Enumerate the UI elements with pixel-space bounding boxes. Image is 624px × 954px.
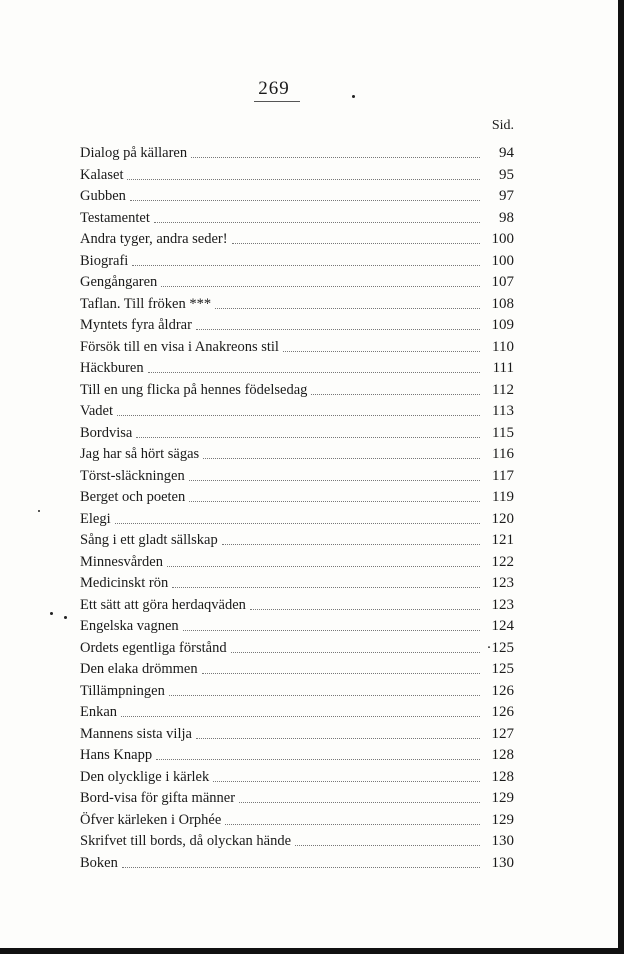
toc-entry	[80, 423, 514, 445]
dot-leader	[203, 458, 480, 459]
toc-entry-title: Bordvisa	[80, 424, 133, 441]
toc-entry-title: Jag har så hört sägas	[80, 446, 200, 462]
dot-leader	[130, 200, 480, 201]
toc-entry	[80, 616, 514, 638]
toc-entry-title: Gubben	[80, 188, 126, 204]
dot-leader	[154, 222, 480, 223]
dot-leader	[189, 501, 480, 502]
toc-entry-page: 115	[492, 424, 514, 441]
toc-entry-title: Elegi	[80, 510, 111, 527]
toc-entry-page: 126	[491, 682, 514, 699]
toc-entry	[80, 788, 514, 810]
toc-entry-page: 129	[491, 811, 514, 828]
toc-entry	[80, 724, 514, 746]
toc-entry-page: 110	[492, 338, 514, 355]
dot-leader	[239, 802, 480, 803]
dot-leader	[121, 716, 480, 717]
toc-entry-title: Dialog på källaren	[80, 145, 188, 161]
toc-entry	[80, 853, 514, 875]
toc-entry-title: Vadet	[80, 403, 114, 419]
toc-entry-title: Törst-släckningen	[80, 467, 185, 484]
toc-entry	[80, 702, 514, 724]
ink-speck	[38, 510, 40, 512]
toc-entry-title: Andra tyger, andra seder!	[80, 231, 228, 247]
toc-entry	[80, 595, 514, 617]
toc-entry	[80, 767, 514, 789]
toc-entry-page: 98	[499, 209, 514, 226]
toc-entry-title: Boken	[80, 854, 118, 871]
toc-entry	[80, 315, 514, 337]
toc-entry	[80, 638, 514, 660]
toc-entry-title: Skrifvet till bords, då olyckan hände	[80, 833, 292, 849]
dot-leader	[148, 372, 480, 373]
dot-leader	[222, 544, 480, 545]
toc-entry-title: Öfver kärleken i Orphée	[80, 811, 222, 828]
dot-leader	[127, 179, 480, 180]
toc-entry-page: 94	[499, 145, 514, 161]
dot-leader	[231, 652, 480, 653]
toc-entry	[80, 831, 514, 853]
toc-entry-title: Mannens sista vilja	[80, 725, 192, 742]
toc-entry	[80, 487, 514, 509]
toc-entry-page: 128	[491, 768, 514, 785]
toc-entry	[80, 229, 514, 251]
toc-entry-page: 121	[491, 532, 514, 548]
toc-entry-page: 130	[491, 854, 514, 871]
toc-entry-title: Medicinskt rön	[80, 575, 169, 591]
toc-entry	[80, 272, 514, 294]
table-of-contents	[80, 143, 514, 874]
page-column-header: Sid.	[491, 118, 514, 133]
toc-entry	[80, 401, 514, 423]
toc-entry-title: Bord-visa för gifta männer	[80, 790, 236, 806]
toc-entry-title: Engelska vagnen	[80, 618, 179, 634]
toc-entry	[80, 810, 514, 832]
dot-leader	[202, 673, 480, 674]
toc-entry-page: 97	[499, 188, 514, 204]
toc-entry	[80, 294, 514, 316]
dot-leader	[172, 587, 480, 588]
dot-leader	[311, 394, 480, 395]
toc-entry-title: Enkan	[80, 704, 118, 720]
ink-speck	[352, 95, 355, 98]
toc-entry-page: 113	[492, 403, 514, 419]
toc-entry-page: 112	[492, 381, 514, 398]
toc-entry	[80, 143, 514, 165]
toc-entry-title: Taflan. Till fröken ***	[80, 295, 212, 312]
toc-entry	[80, 208, 514, 230]
toc-entry-title: Minnesvården	[80, 553, 163, 570]
toc-entry-page: 95	[499, 166, 514, 183]
toc-entry-title: Berget och poeten	[80, 489, 186, 505]
dot-leader	[295, 845, 480, 846]
toc-entry-page: 123	[491, 596, 514, 613]
toc-entry-title: Biografi	[80, 252, 129, 269]
toc-entry-page: 122	[491, 553, 514, 570]
toc-entry-page: 128	[491, 747, 514, 763]
dot-leader	[250, 609, 480, 610]
toc-entry-title: Den elaka drömmen	[80, 661, 198, 677]
toc-entry	[80, 358, 514, 380]
ink-speck	[64, 616, 67, 619]
dot-leader	[117, 415, 480, 416]
toc-entry-page: 125	[491, 661, 514, 677]
dot-leader	[161, 286, 480, 287]
toc-entry-title: Myntets fyra åldrar	[80, 317, 192, 333]
page-edge-bottom	[0, 948, 624, 954]
toc-entry	[80, 659, 514, 681]
dot-leader	[191, 157, 480, 158]
page-edge-right	[618, 0, 624, 954]
toc-entry-page: 119	[492, 489, 514, 505]
toc-entry	[80, 509, 514, 531]
toc-entry-page: 123	[491, 575, 514, 591]
toc-entry	[80, 681, 514, 703]
toc-entry	[80, 186, 514, 208]
dot-leader	[136, 437, 480, 438]
dot-leader	[196, 329, 480, 330]
dot-leader	[132, 265, 480, 266]
toc-entry-title: Testamentet	[80, 209, 150, 226]
dot-leader	[122, 867, 480, 868]
dot-leader	[225, 824, 480, 825]
dot-leader	[196, 738, 480, 739]
dot-leader	[156, 759, 480, 760]
toc-entry	[80, 444, 514, 466]
dot-leader	[213, 781, 480, 782]
dot-leader	[215, 308, 480, 309]
toc-entry-page: 100	[491, 231, 514, 247]
dot-leader	[169, 695, 480, 696]
toc-entry-page: 109	[491, 317, 514, 333]
toc-entry-page: 127	[491, 725, 514, 742]
page-number-rule	[254, 101, 300, 102]
toc-entry-title: Häckburen	[80, 360, 144, 376]
toc-entry-page: 108	[491, 295, 514, 312]
toc-entry	[80, 337, 514, 359]
toc-entry	[80, 380, 514, 402]
toc-entry-page: 117	[492, 467, 514, 484]
toc-entry	[80, 251, 514, 273]
toc-entry-title: Sång i ett gladt sällskap	[80, 532, 218, 548]
toc-entry-page: 130	[491, 833, 514, 849]
page-number: 269	[258, 78, 290, 99]
toc-entry-title: Den olycklige i kärlek	[80, 768, 210, 785]
toc-entry-page: 124	[491, 618, 514, 634]
dot-leader	[183, 630, 480, 631]
toc-entry-page: 120	[491, 510, 514, 527]
toc-entry-title: Ordets egentliga förstånd	[80, 639, 227, 656]
dot-leader	[167, 566, 480, 567]
toc-entry-title: Gengångaren	[80, 274, 158, 290]
ink-speck	[50, 612, 53, 615]
toc-entry	[80, 466, 514, 488]
toc-entry-title: Ett sätt att göra herdaqväden	[80, 596, 246, 613]
dot-leader	[232, 243, 480, 244]
toc-entry-page: 111	[492, 360, 514, 376]
toc-entry-title: Hans Knapp	[80, 747, 153, 763]
toc-entry-page: 100	[491, 252, 514, 269]
dot-leader	[283, 351, 480, 352]
toc-entry-title: Kalaset	[80, 166, 124, 183]
toc-entry-title: Tillämpningen	[80, 682, 165, 699]
toc-entry-page: ·125	[486, 639, 514, 656]
toc-entry-page: 107	[491, 274, 514, 290]
dot-leader	[189, 480, 480, 481]
toc-entry-title: Försök till en visa i Anakreons stil	[80, 338, 279, 355]
toc-entry-title: Till en ung flicka på hennes födelsedag	[80, 381, 308, 398]
toc-entry	[80, 530, 514, 552]
toc-entry-page: 129	[491, 790, 514, 806]
toc-entry	[80, 552, 514, 574]
toc-entry-page: 126	[491, 704, 514, 720]
toc-entry	[80, 573, 514, 595]
toc-entry	[80, 745, 514, 767]
toc-entry-page: 116	[492, 446, 514, 462]
dot-leader	[115, 523, 480, 524]
toc-entry	[80, 165, 514, 187]
